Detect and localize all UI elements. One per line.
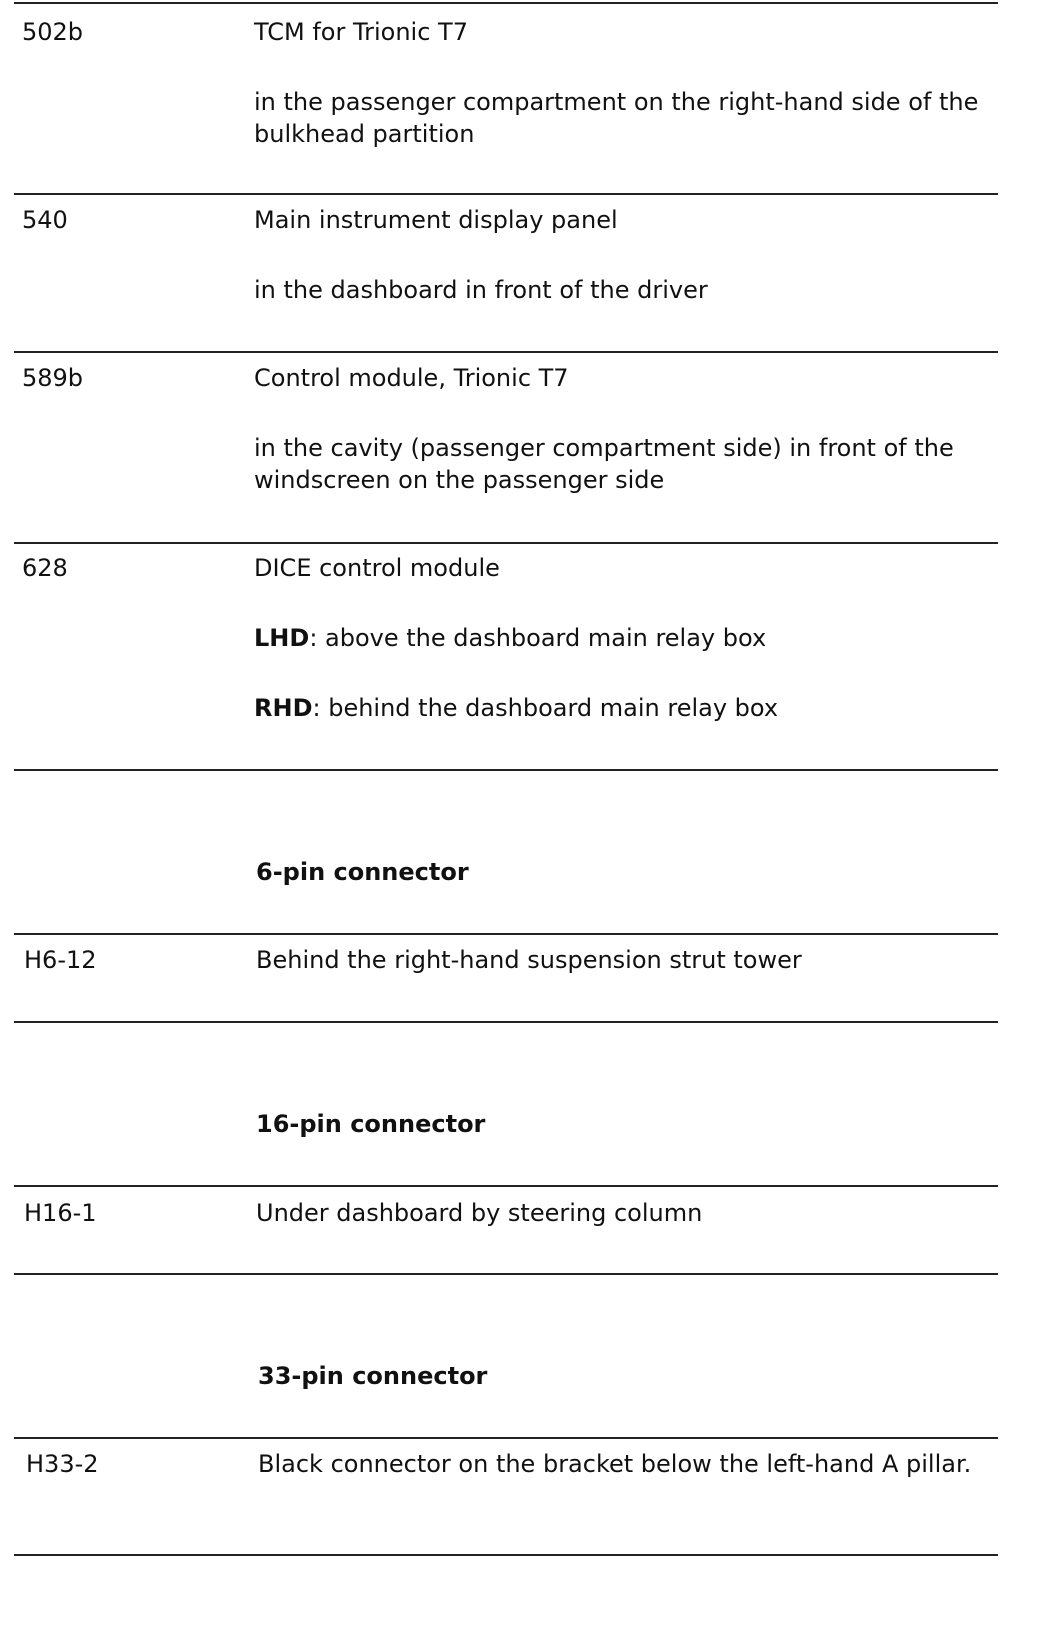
component-title: DICE control module [254,554,500,582]
section-heading: 6-pin connector [256,858,469,886]
component-code: 628 [22,554,68,582]
row-divider [14,769,998,771]
row-divider [14,2,998,4]
row-divider [14,542,998,544]
connector-location: Black connector on the bracket below the left-hand A pillar. [258,1450,972,1478]
section-heading: 16-pin connector [256,1110,486,1138]
rhd-label: RHD [254,694,313,722]
lhd-label: LHD [254,624,310,652]
connector-code: H6-12 [24,946,97,974]
component-code: 589b [22,364,84,392]
component-location: in the cavity (passenger compartment side) in front of the windscreen on the passenger side [254,434,954,494]
row-divider [14,1185,998,1187]
component-location: in the dashboard in front of the driver [254,276,708,304]
section-heading: 33-pin connector [258,1362,488,1390]
connector-code: H16-1 [24,1199,97,1227]
row-divider [14,193,998,195]
component-title: TCM for Trionic T7 [254,18,468,46]
component-title: Main instrument display panel [254,206,618,234]
component-code: 540 [22,206,68,234]
lhd-text: : above the dashboard main relay box [309,624,767,652]
connector-code: H33-2 [26,1450,99,1478]
connector-location: Behind the right-hand suspension strut tower [256,946,802,974]
row-divider [14,1554,998,1556]
row-divider [14,933,998,935]
connector-location: Under dashboard by steering column [256,1199,703,1227]
row-divider [14,1437,998,1439]
component-title: Control module, Trionic T7 [254,364,569,392]
component-code: 502b [22,18,84,46]
lhd-location [254,622,766,654]
rhd-text: : behind the dashboard main relay box [312,694,779,722]
row-divider [14,351,998,353]
component-location: in the passenger compartment on the right-hand side of the bulkhead partition [254,88,979,148]
row-divider [14,1021,998,1023]
rhd-location [254,692,778,724]
row-divider [14,1273,998,1275]
